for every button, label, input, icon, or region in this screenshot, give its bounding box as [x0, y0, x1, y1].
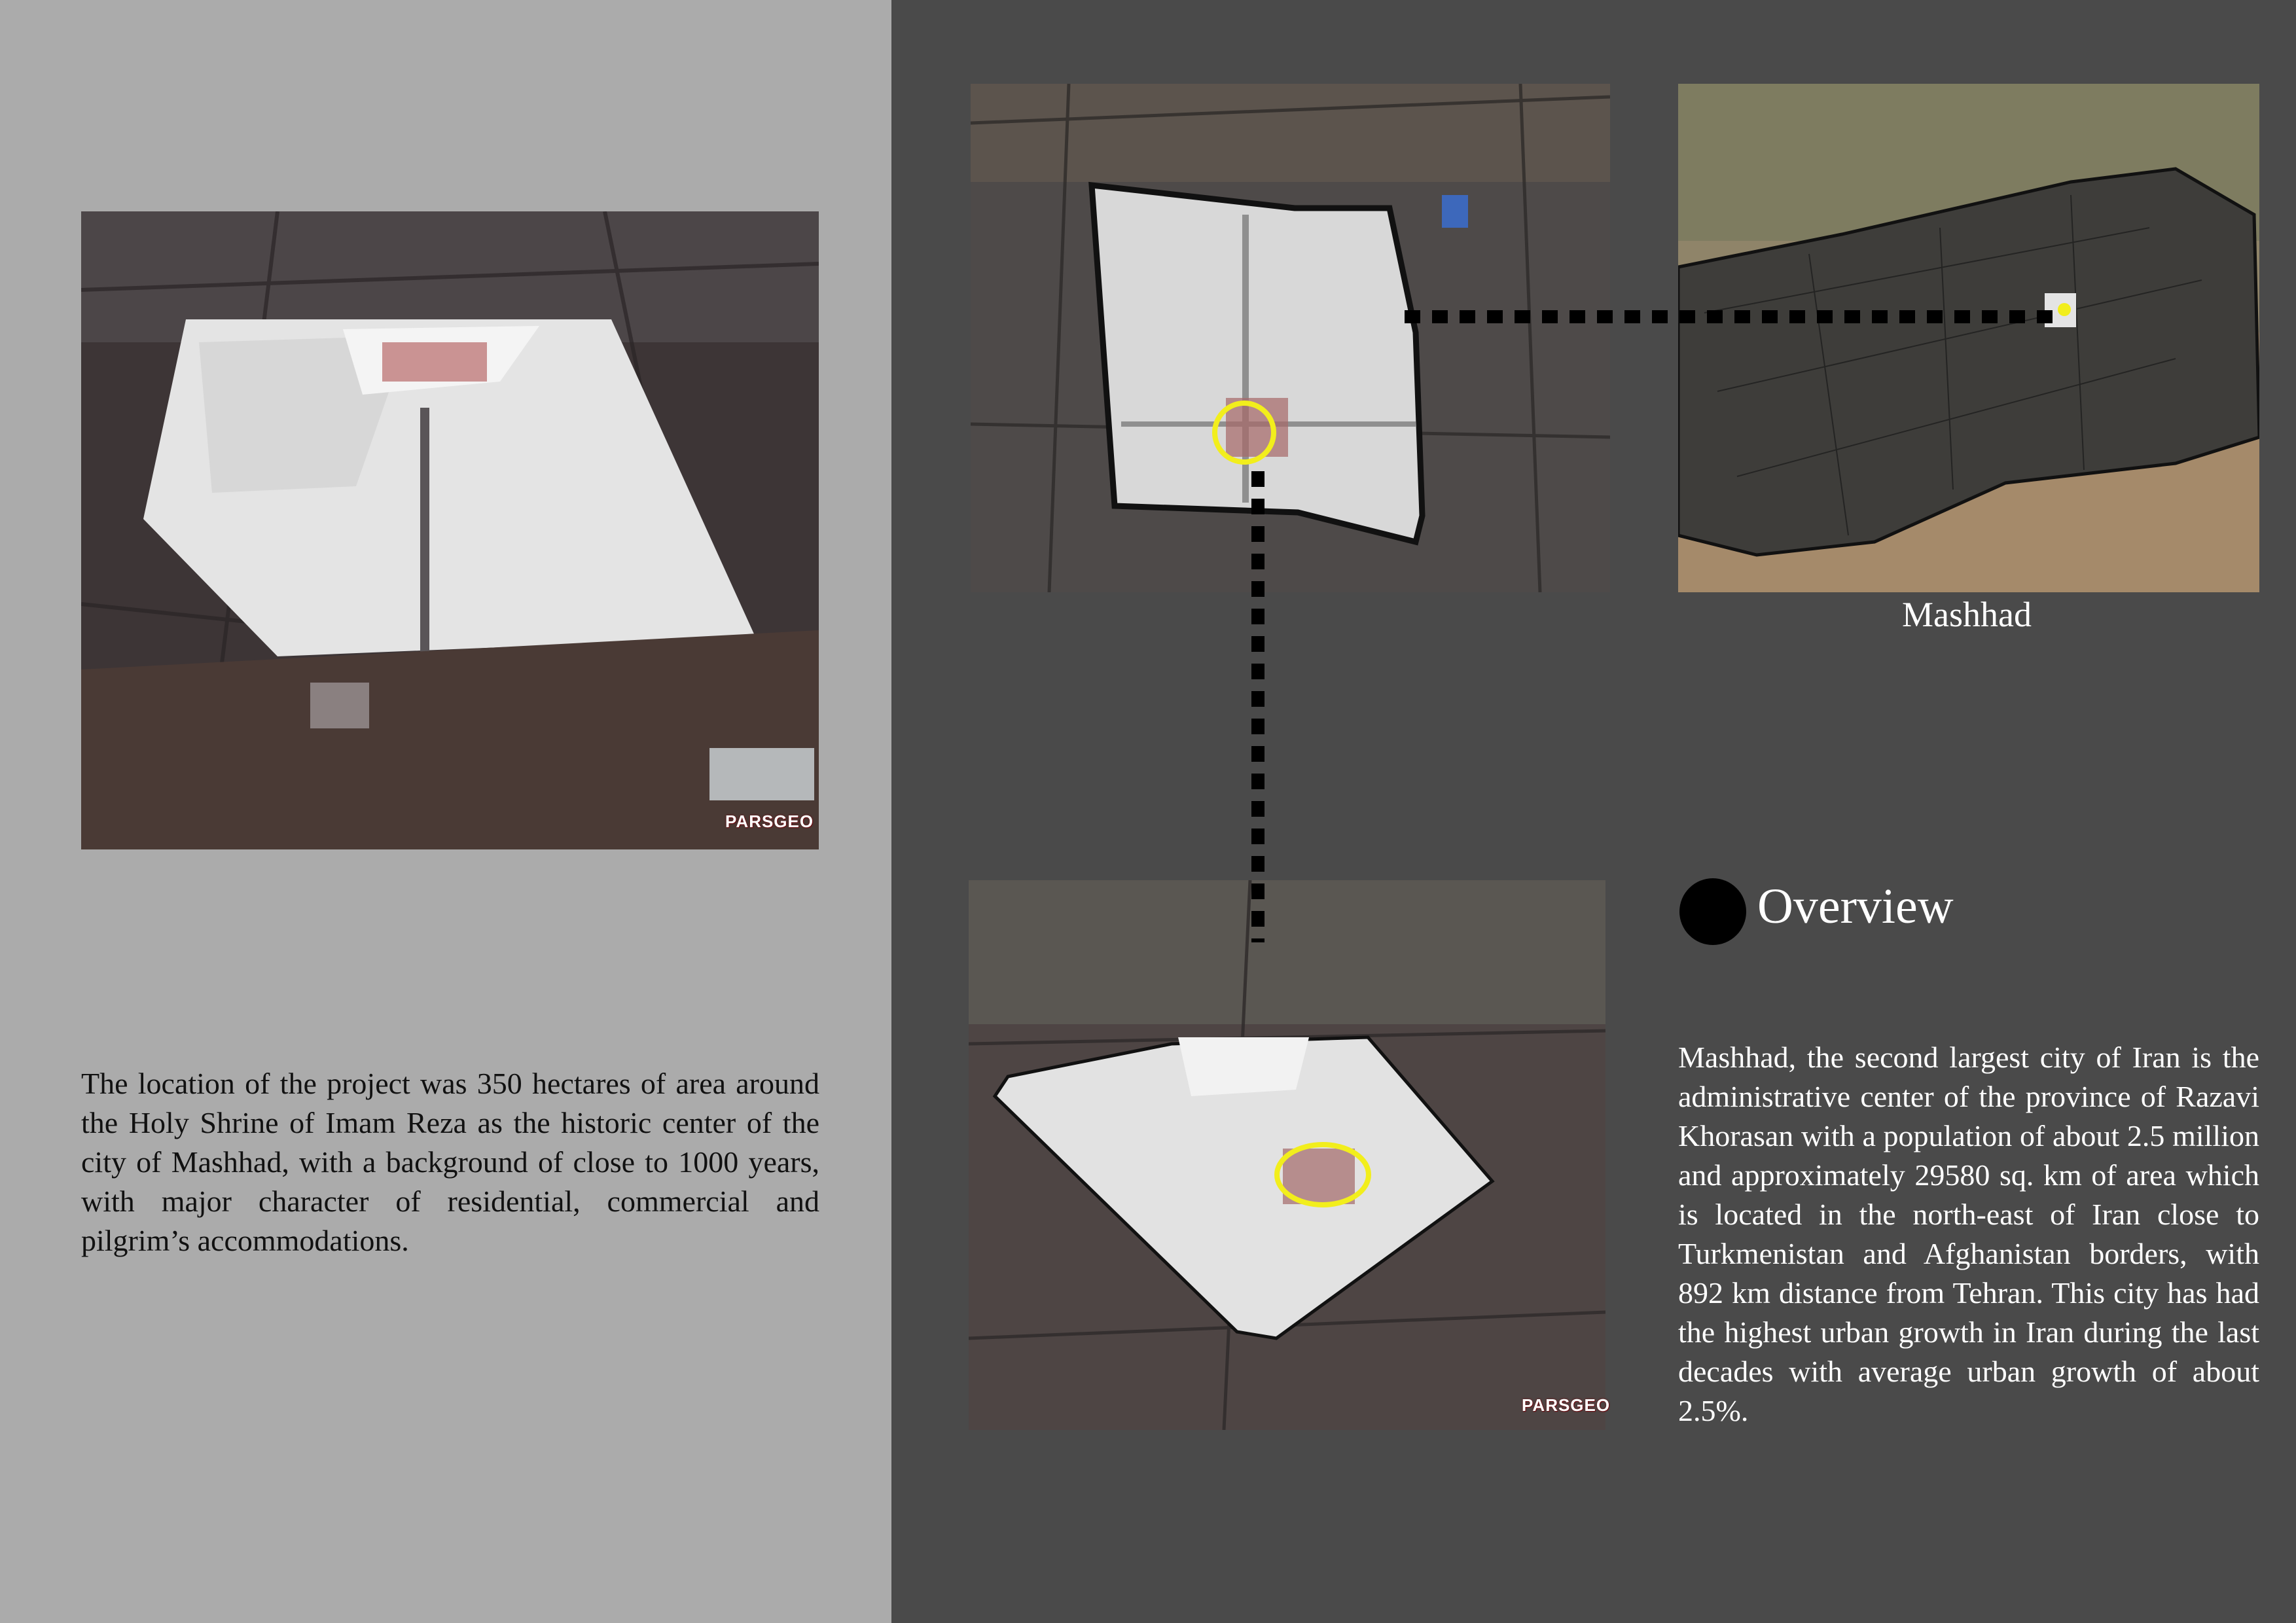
aerial-plan-image: [971, 84, 1610, 592]
horizontal-connector-line: [1405, 310, 2053, 323]
project-location-paragraph: The location of the project was 350 hectares of area around the Holy Shrine of Imam Reza as the historic center of the city of Mashhad, with a background of close to 1000 years, with major character of residential, commercial and pilgrim’s accommodations.: [81, 1067, 819, 1257]
parsgeo-watermark-bottom: PARSGEO: [1522, 1395, 1611, 1415]
overview-paragraph: Mashhad, the second largest city of Iran is the administrative center of the province of Razavi Khorasan with a population of about 2.5 million and approximately 29580 sq. km of area which is located in the north-east of Iran close to Turkmenistan and Afghanistan borders, with 892 km distance from Tehran. This city has had the highest urban growth in Iran during the last decades with average urban growth of about 2.5%.: [1678, 1041, 2259, 1427]
vertical-connector-line: [1251, 471, 1265, 942]
aerial-3d-image-bottom: [969, 880, 1605, 1430]
mashhad-city-map: [1678, 84, 2259, 592]
parsgeo-watermark-left: PARSGEO: [725, 812, 814, 831]
overview-title: Overview: [1757, 879, 1954, 934]
map-caption: Mashhad: [1902, 595, 2032, 634]
aerial-3d-image-left: [81, 211, 819, 849]
overview-bullet-icon: [1679, 878, 1746, 945]
